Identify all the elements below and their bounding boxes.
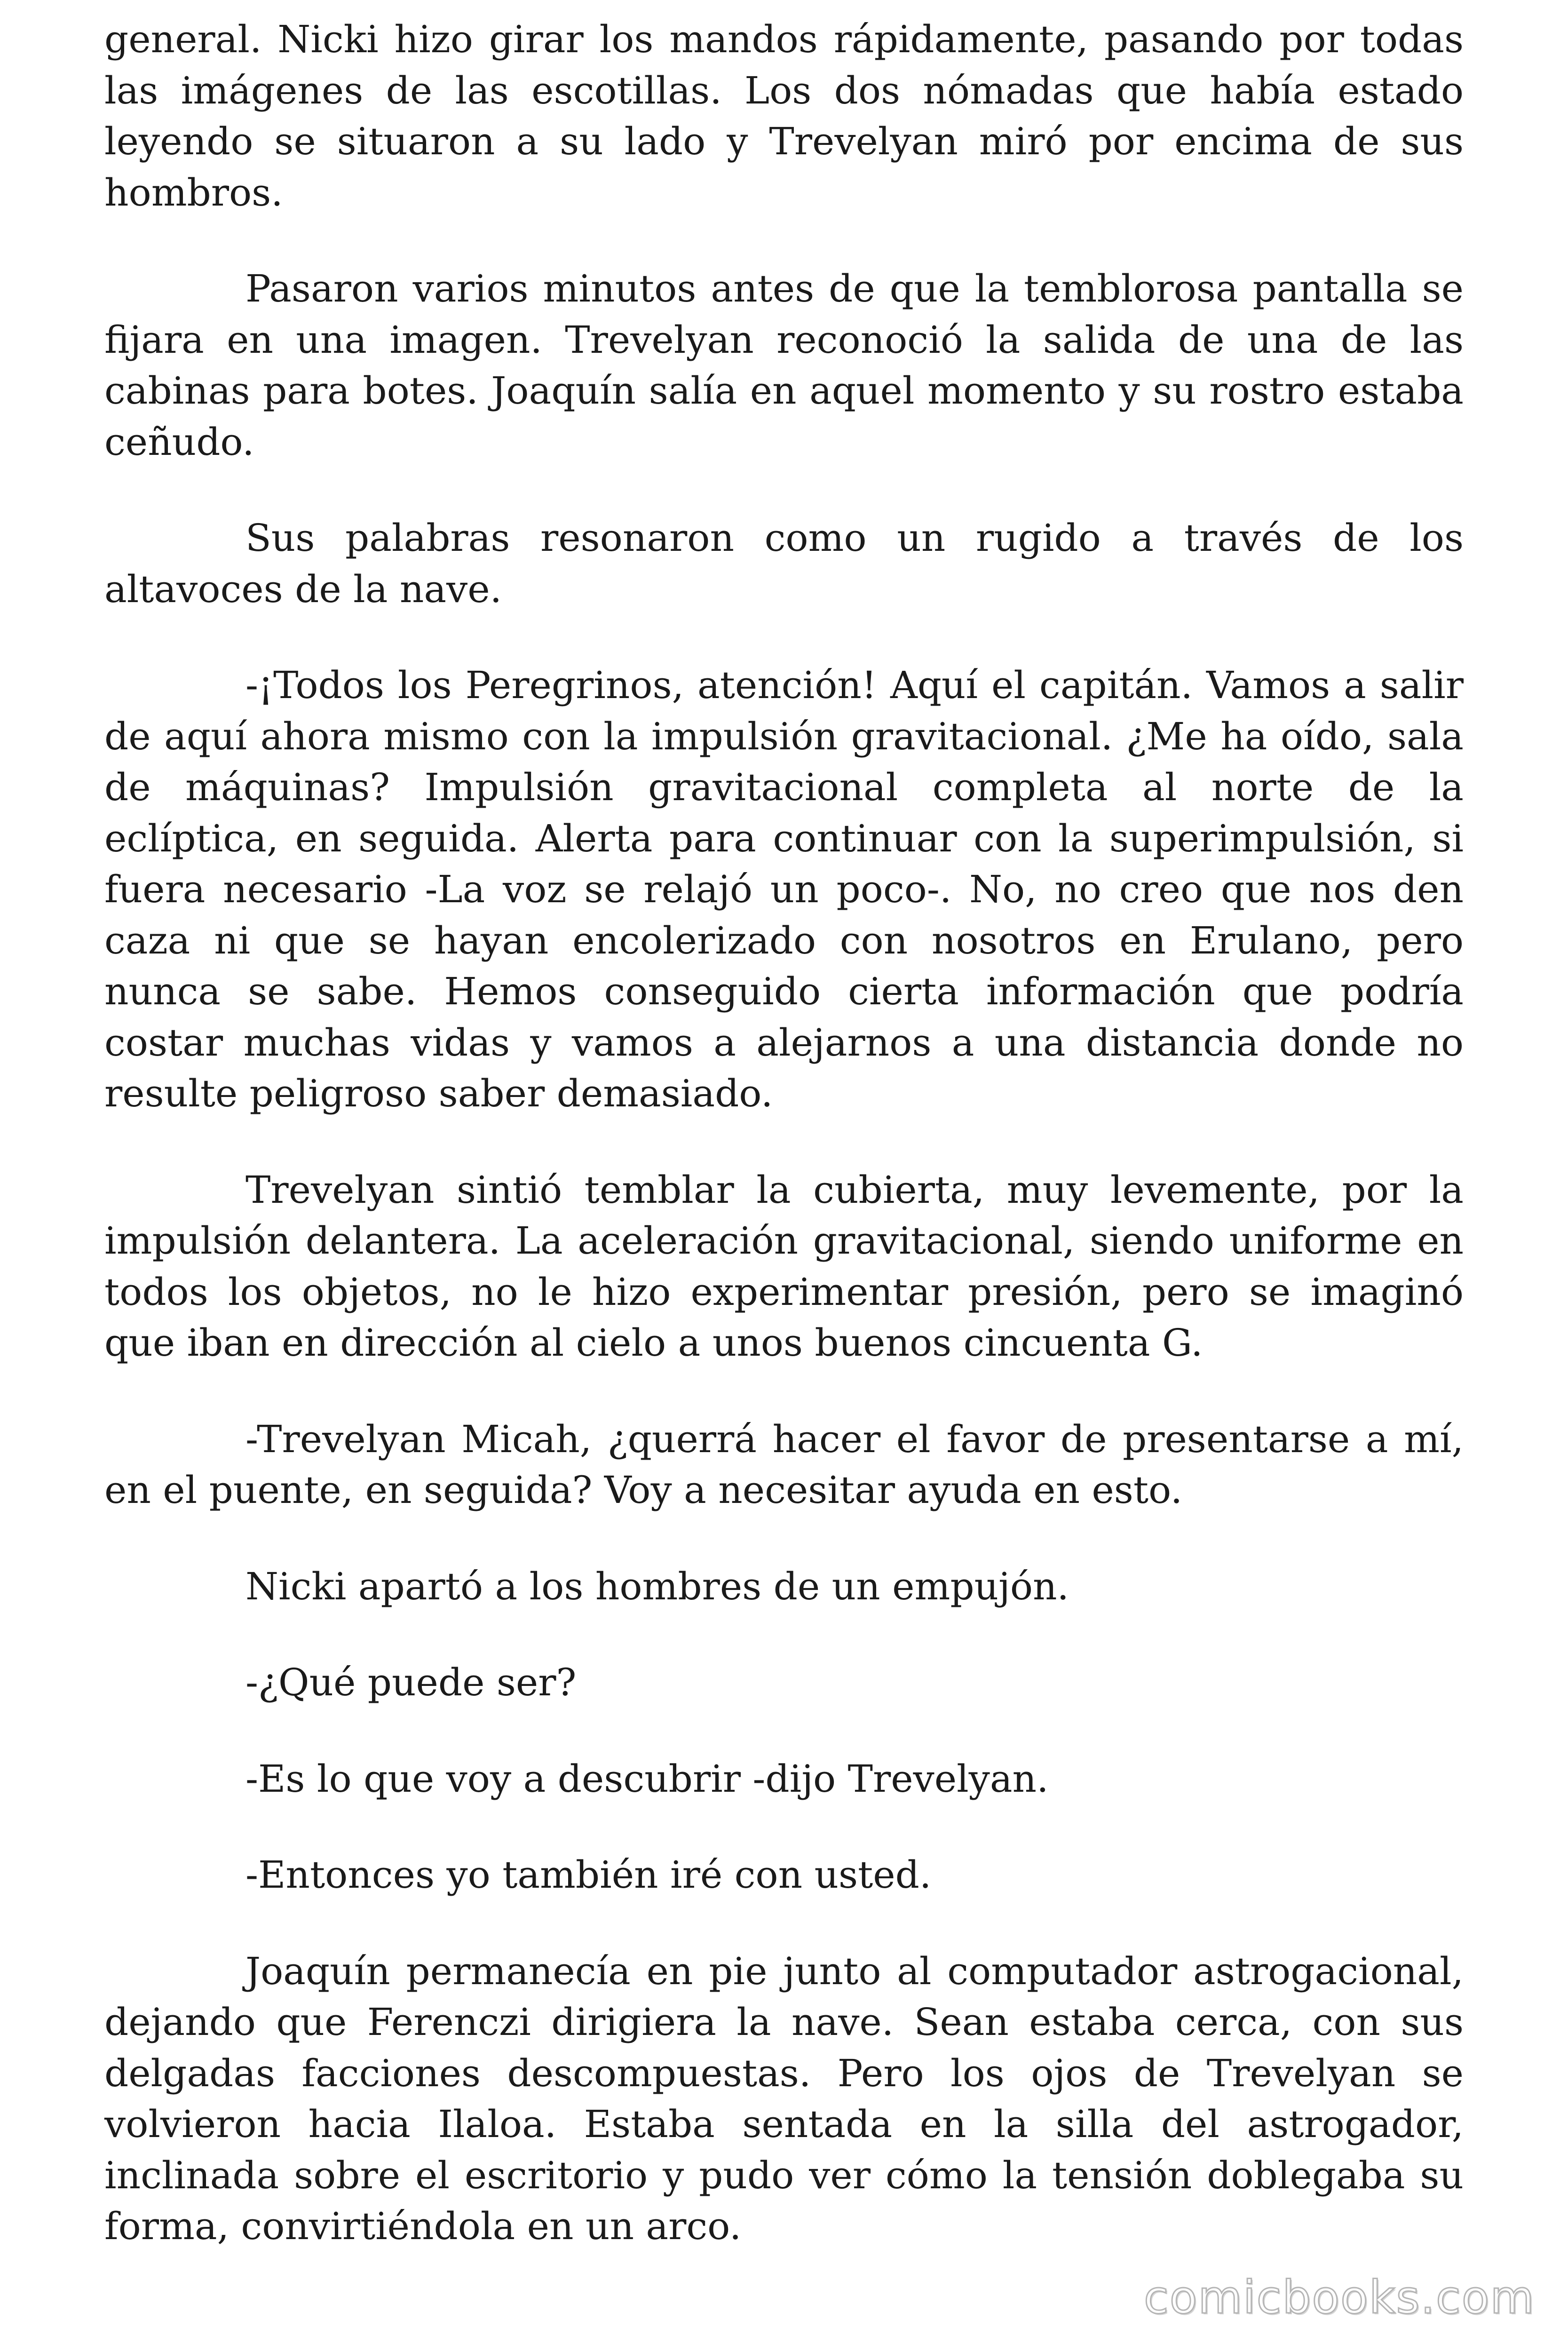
watermark: comicbooks.com: [1143, 2271, 1535, 2324]
paragraph-5: Trevelyan sintió temblar la cubierta, muy levemente, por la impulsión delantera. La aceleración gravitacional, siendo uniforme en todos los objetos, no le hizo experimentar presión, pero se imaginó que iban en dirección al cielo a unos buenos cincuenta G.: [104, 1168, 1464, 1365]
paragraph-9: -Es lo que voy a descubrir -dijo Trevelyan.: [245, 1756, 1049, 1801]
paragraph-11: Joaquín permanecía en pie junto al computador astrogacional, dejando que Ferenczi dirigiera la nave. Sean estaba cerca, con sus delgadas facciones descompuestas. Pero los ojos de Trevelyan se volvieron hacia Ilaloa. Estaba sentada en la silla del astrogador, inclinada sobre el escritorio y pudo ver cómo la tensión doblegaba su forma, convirtiéndola en un arco.: [104, 1949, 1464, 2248]
paragraph-6: -Trevelyan Micah, ¿querrá hacer el favor de presentarse a mí, en el puente, en seguida? Voy a necesitar ayuda en esto.: [104, 1417, 1464, 1512]
paragraph-1: general. Nicki hizo girar los mandos rápidamente, pasando por todas las imágenes de las escotillas. Los dos nómadas que había estado leyendo se situaron a su lado y Trevelyan miró por encima de sus hombros.: [104, 17, 1464, 215]
paragraph-8: -¿Qué puede ser?: [245, 1661, 577, 1704]
book-page: [104, 14, 1464, 2297]
paragraph-3: Sus palabras resonaron como un rugido a través de los altavoces de la nave.: [104, 516, 1464, 611]
paragraph-10: -Entonces yo también iré con usted.: [245, 1853, 932, 1897]
paragraph-4: -¡Todos los Peregrinos, atención! Aquí el capitán. Vamos a salir de aquí ahora mismo con la impulsión gravitacional. ¿Me ha oído, sala de máquinas? Impulsión gravitacional completa al norte de la eclíptica, en seguida. Alerta para continuar con la superimpulsión, si fuera necesario -La voz se relajó un poco-. No, no creo que nos den caza ni que se hayan encolerizado con nosotros en Erulano, pero nunca se sabe. Hemos conseguido cierta información que podría costar muchas vidas y vamos a alejarnos a una distancia donde no resulte peligroso saber demasiado.: [104, 663, 1464, 1115]
paragraph-7: Nicki apartó a los hombres de un empujón.: [245, 1564, 1069, 1608]
paragraph-2: Pasaron varios minutos antes de que la temblorosa pantalla se fijara en una imagen. Trevelyan reconoció la salida de una de las cabinas para botes. Joaquín salía en aquel momento y su rostro estaba ceñudo.: [104, 267, 1464, 464]
